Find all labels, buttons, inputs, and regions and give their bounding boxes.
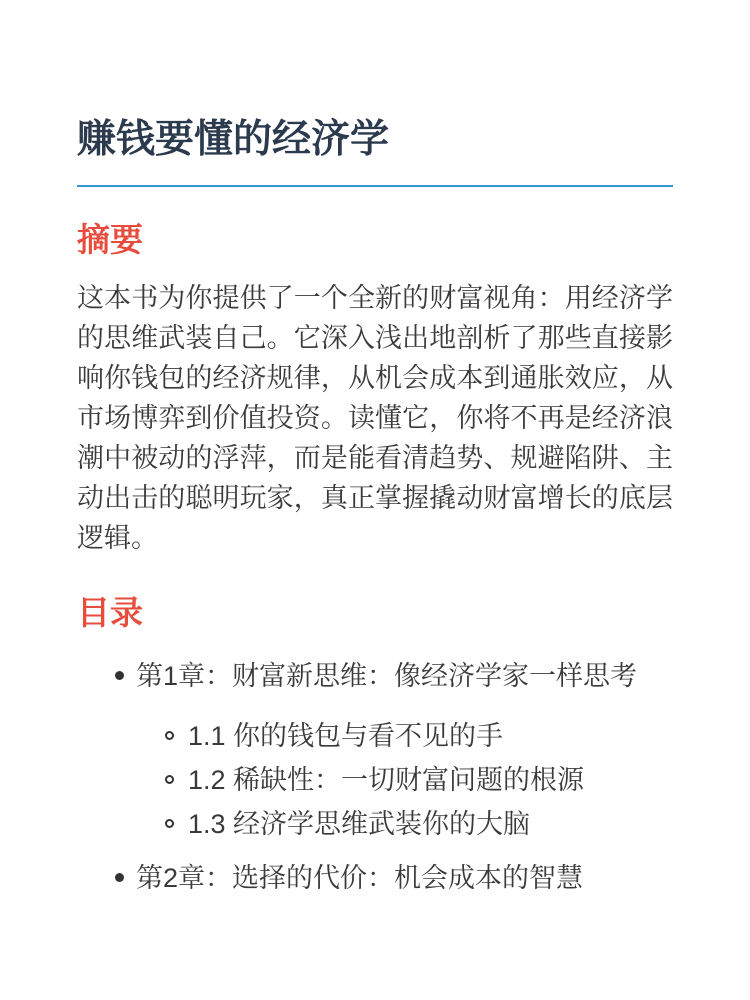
toc-section-1-1	[77, 714, 673, 758]
bullet-circle-icon	[165, 775, 174, 784]
page-title: 赚钱要懂的经济学	[77, 118, 390, 161]
toc-section-1-1-label: 1.1 你的钱包与看不见的手	[188, 721, 504, 751]
toc-chapter-1-row	[77, 654, 673, 698]
bullet-circle-icon	[165, 731, 174, 740]
toc-section-1-2	[77, 758, 673, 802]
toc-list	[77, 654, 673, 900]
toc-section-1-2-label: 1.2 稀缺性：一切财富问题的根源	[188, 765, 585, 795]
toc-section-1-3-label: 1.3 经济学思维武装你的大脑	[188, 809, 531, 839]
summary-heading: 摘要	[77, 221, 143, 258]
bullet-circle-icon	[165, 819, 174, 828]
toc-heading: 目录	[77, 594, 143, 631]
toc-chapter-2-row	[77, 856, 673, 900]
toc-chapter-1-sections	[77, 714, 673, 846]
summary-paragraph: 这本书为你提供了一个全新的财富视角：用经济学的思维武装自己。它深入浅出地剖析了那些直接影响你钱包的经济规律，从机会成本到通胀效应，从市场博弈到价值投资。读懂它，你将不再是经济浪潮中被动的浮萍，而是能看清趋势、规避陷阱、主动出击的聪明玩家，真正掌握撬动财富增长的底层逻辑。	[77, 283, 673, 553]
bullet-disc-icon	[115, 671, 124, 680]
toc-chapter-2	[77, 856, 673, 900]
toc-chapter-2-label: 第2章：选择的代价：机会成本的智慧	[136, 863, 584, 893]
toc-chapter-1-label: 第1章：财富新思维：像经济学家一样思考	[136, 661, 638, 691]
toc-section-1-3	[77, 802, 673, 846]
bullet-disc-icon	[115, 873, 124, 882]
toc-chapter-1	[77, 654, 673, 846]
title-divider	[77, 185, 673, 187]
